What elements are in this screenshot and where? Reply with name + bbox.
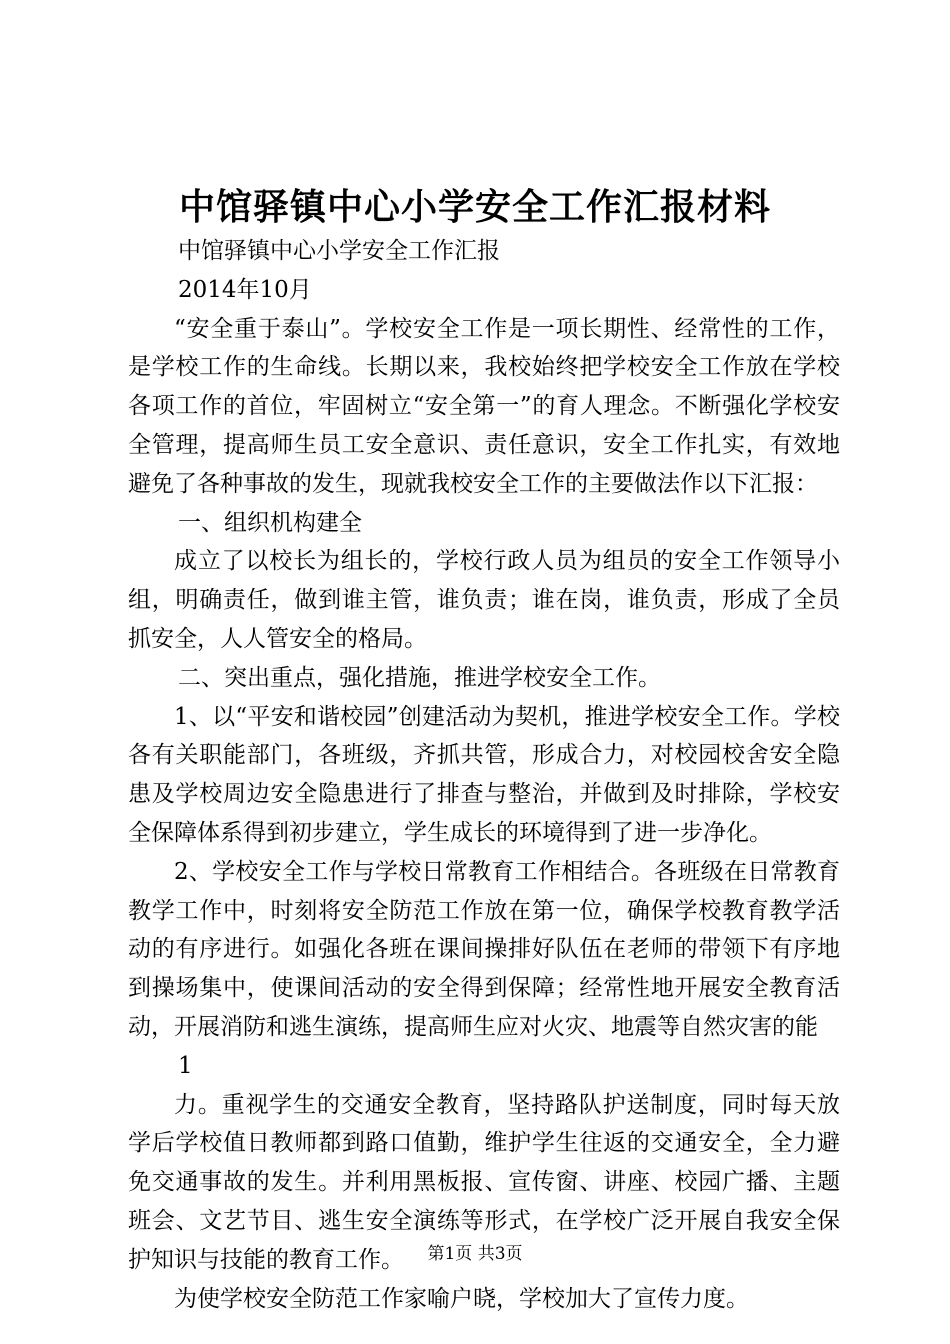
section-heading-organization: 一、组织机构建全 bbox=[178, 509, 362, 536]
section-heading-measures: 二、突出重点，强化措施，推进学校安全工作。 bbox=[178, 664, 661, 691]
paragraph-intro: “安全重于泰山”。学校安全工作是一项长期性、经常性的工作，是学校工作的生命线。长期以来，我校始终把学校安全工作放在学校各项工作的首位，牢固树立“安全第一”的育人理念。不断强化学校安全管理，提高师生员工安全意识、责任意识，安全工作扎实，有效地避免了各种事故的发生，现就我校安全工作的主要做法作以下汇报： bbox=[128, 315, 840, 497]
paragraph-organization: 成立了以校长为组长的，学校行政人员为组员的安全工作领导小组，明确责任，做到谁主管，谁负责；谁在岗，谁负责，形成了全员抓安全，人人管安全的格局。 bbox=[128, 548, 840, 652]
document-body bbox=[128, 232, 840, 1318]
inline-page-number: 1 bbox=[178, 1052, 193, 1079]
page-footer: 第1页 共3页 bbox=[427, 1244, 523, 1264]
paragraph-traffic-safety: 力。重视学生的交通安全教育，坚持路队护送制度，同时每天放学后学校值日教师都到路口值勤，维护学生往返的交通安全，全力避免交通事故的发生。并利用黑板报、宣传窗、讲座、校园广播、主题班会、文艺节目、逃生安全演练等形式，在学校广泛开展自我安全保护知识与技能的教育工作。 bbox=[128, 1091, 840, 1273]
document-title: 中馆驿镇中心小学安全工作汇报材料 bbox=[178, 186, 771, 228]
document-date: 2014年10月 bbox=[178, 276, 312, 303]
paragraph-measure-1: 1、以“平安和谐校园”创建活动为契机，推进学校安全工作。学校各有关职能部门，各班级，齐抓共管，形成合力，对校园校舍安全隐患及学校周边安全隐患进行了排查与整治，并做到及时排除，学校安全保障体系得到初步建立，学生成长的环境得到了进一步净化。 bbox=[128, 703, 840, 846]
paragraph-measure-2: 2、学校安全工作与学校日常教育工作相结合。各班级在日常教育教学工作中，时刻将安全防范工作放在第一位，确保学校教育教学活动的有序进行。如强化各班在课间操排好队伍在老师的带领下有序地到操场集中，使课间活动的安全得到保障；经常性地开展安全教育活动，开展消防和逃生演练，提高师生应对火灾、地震等自然灾害的能 bbox=[128, 858, 840, 1040]
document-subtitle: 中馆驿镇中心小学安全工作汇报 bbox=[178, 238, 500, 264]
paragraph-publicity: 为使学校安全防范工作家喻户晓，学校加大了宣传力度。 bbox=[174, 1285, 749, 1312]
